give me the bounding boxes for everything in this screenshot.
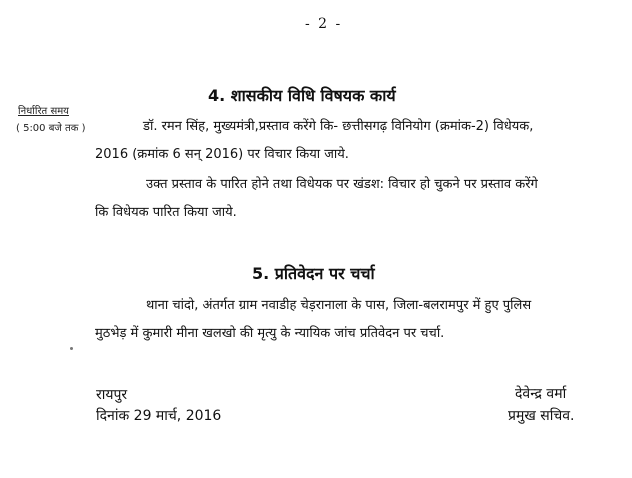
section-5-text-line: मुठभेड़ में कुमारी मीना खलखो की मृत्यु के न्यायिक जांच प्रतिवेदन पर चर्चा. <box>95 326 445 341</box>
document-date: दिनांक 29 मार्च, 2016 <box>96 408 222 424</box>
section-4-text-line: डॉ. रमन सिंह, मुख्यमंत्री,प्रस्ताव करेंगे कि- छत्तीसगढ़ विनियोग (क्रमांक-2) विधेयक, <box>143 119 534 134</box>
signer-name: देवेन्द्र वर्मा <box>515 386 567 402</box>
scan-speck <box>70 347 73 350</box>
scheduled-time-label: निर्धारित समय <box>18 106 69 117</box>
section-5-heading: 5. प्रतिवेदन पर चर्चा <box>252 264 375 283</box>
scheduled-time-value: ( 5:00 बजे तक ) <box>16 123 86 134</box>
place-name: रायपुर <box>96 387 128 403</box>
page-number: - 2 - <box>305 16 343 32</box>
section-4-text-line: 2016 (क्रमांक 6 सन् 2016) पर विचार किया जाये. <box>95 147 349 162</box>
section-5-text-line: थाना चांदो, अंतर्गत ग्राम नवाडीह चेड़रानाला के पास, जिला-बलरामपुर में हुए पुलिस <box>146 298 532 313</box>
signer-designation: प्रमुख सचिव. <box>508 408 575 424</box>
section-4-heading: 4. शासकीय विधि विषयक कार्य <box>208 86 396 105</box>
section-4-text-line: उक्त प्रस्ताव के पारित होने तथा विधेयक पर खंडश: विचार हो चुकने पर प्रस्ताव करेंगे <box>146 177 538 192</box>
section-4-text-line: कि विधेयक पारित किया जाये. <box>95 205 237 220</box>
